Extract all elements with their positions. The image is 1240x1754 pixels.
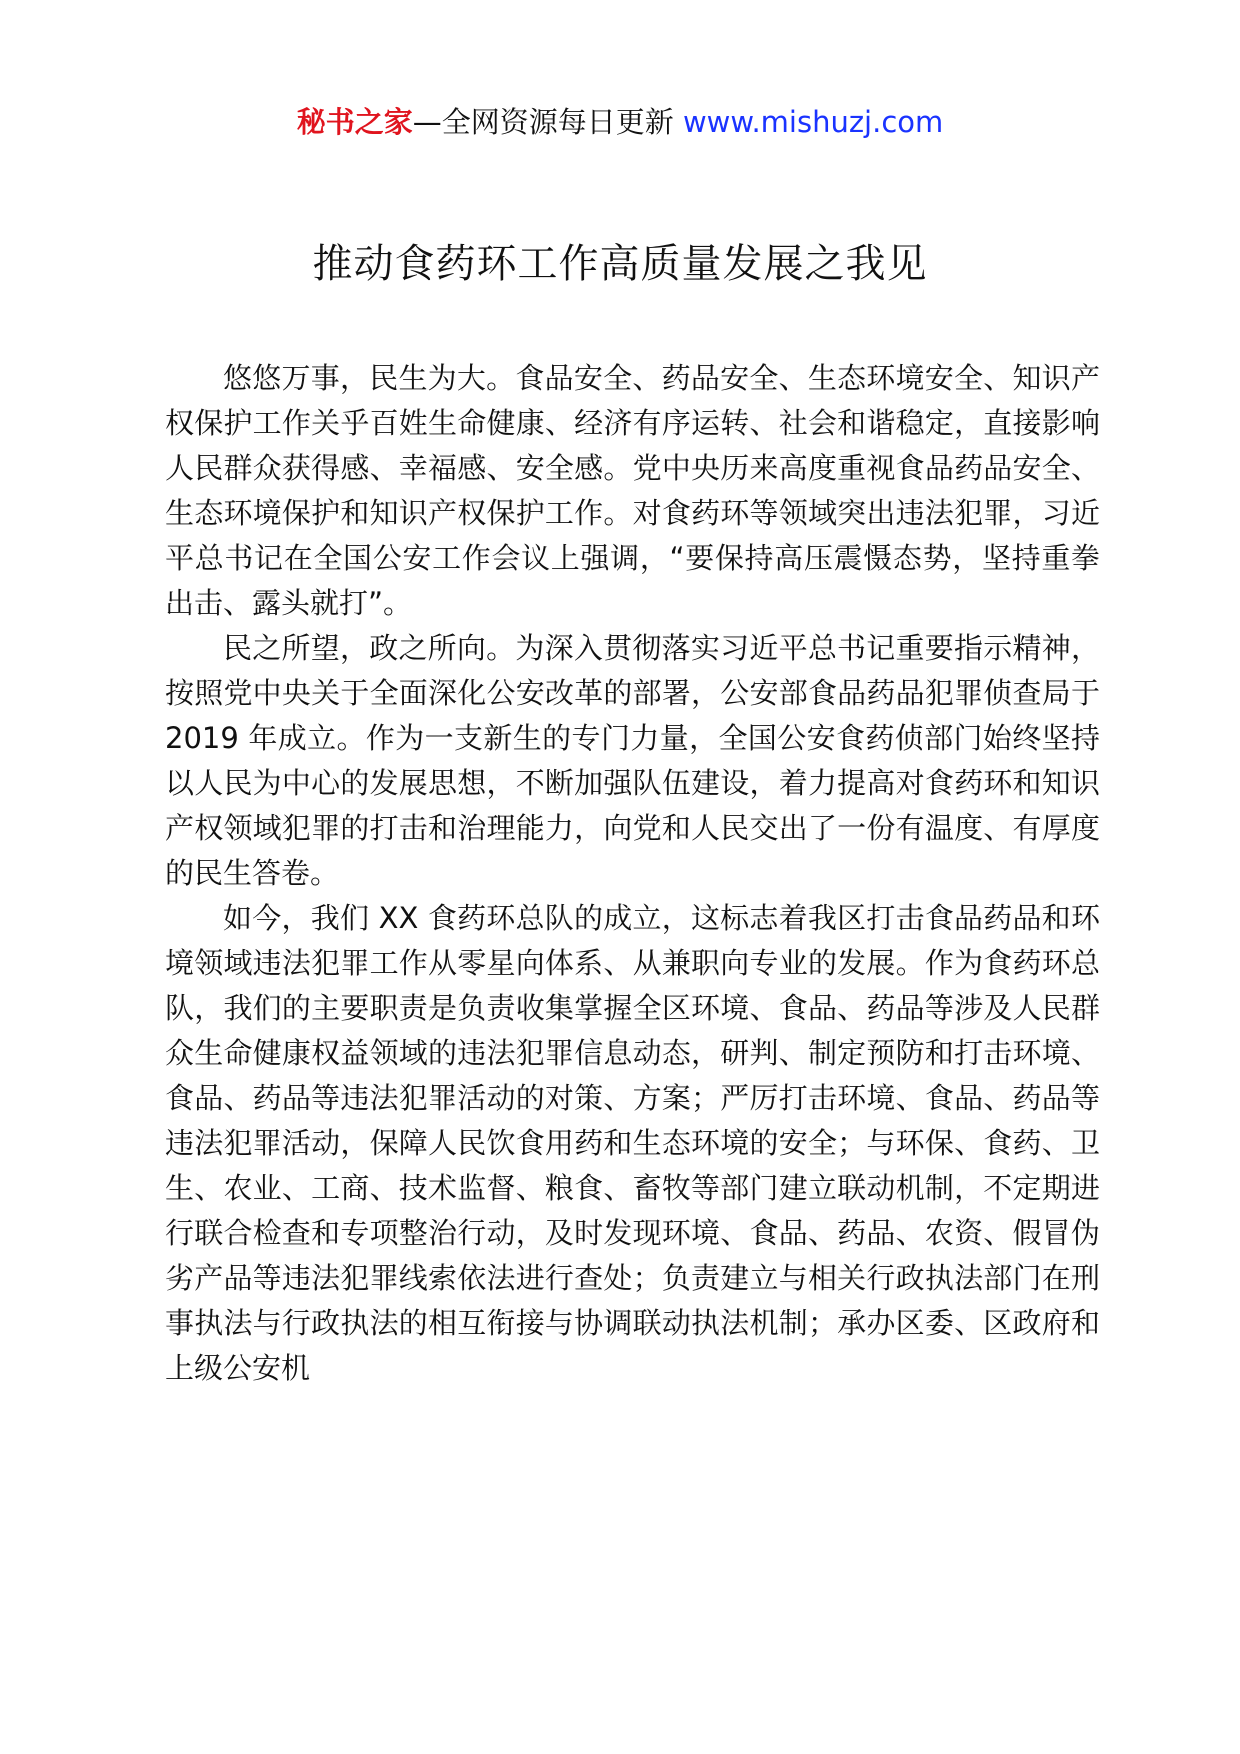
document-body: [165, 356, 1100, 1391]
paragraph-1: 悠悠万事，民生为大。食品安全、药品安全、生态环境安全、知识产权保护工作关乎百姓生命健康、经济有序运转、社会和谐稳定，直接影响人民群众获得感、幸福感、安全感。党中央历来高度重视食品药品安全、生态环境保护和知识产权保护工作。对食药环等领域突出违法犯罪，习近平总书记在全国公安工作会议上强调，“要保持高压震慑态势，坚持重拳出击、露头就打”。: [165, 361, 1100, 620]
site-header: [0, 102, 1240, 142]
site-url[interactable]: www.mishuzj.com: [682, 105, 944, 139]
site-tagline: —全网资源每日更新: [412, 105, 683, 139]
paragraph-3: 如今，我们 XX 食药环总队的成立，这标志着我区打击食品药品和环境领域违法犯罪工作从零星向体系、从兼职向专业的发展。作为食药环总队，我们的主要职责是负责收集掌握全区环境、食品、药品等涉及人民群众生命健康权益领域的违法犯罪信息动态，研判、制定预防和打击环境、食品、药品等违法犯罪活动的对策、方案；严厉打击环境、食品、药品等违法犯罪活动，保障人民饮食用药和生态环境的安全；与环保、食药、卫生、农业、工商、技术监督、粮食、畜牧等部门建立联动机制，不定期进行联合检查和专项整治行动，及时发现环境、食品、药品、农资、假冒伪劣产品等违法犯罪线索依法进行查处；负责建立与相关行政执法部门在刑事执法与行政执法的相互衔接与协调联动执法机制；承办区委、区政府和上级公安机: [165, 901, 1100, 1385]
document-title: 推动食药环工作高质量发展之我见: [312, 241, 928, 287]
site-brand: 秘书之家: [296, 105, 413, 139]
paragraph-2: 民之所望，政之所向。为深入贯彻落实习近平总书记重要指示精神，按照党中央关于全面深化公安改革的部署，公安部食品药品犯罪侦查局于 2019 年成立。作为一支新生的专门力量，全国公安食药侦部门始终坚持以人民为中心的发展思想，不断加强队伍建设，着力提高对食药环和知识产权领域犯罪的打击和治理能力，向党和人民交出了一份有温度、有厚度的民生答卷。: [165, 631, 1100, 890]
